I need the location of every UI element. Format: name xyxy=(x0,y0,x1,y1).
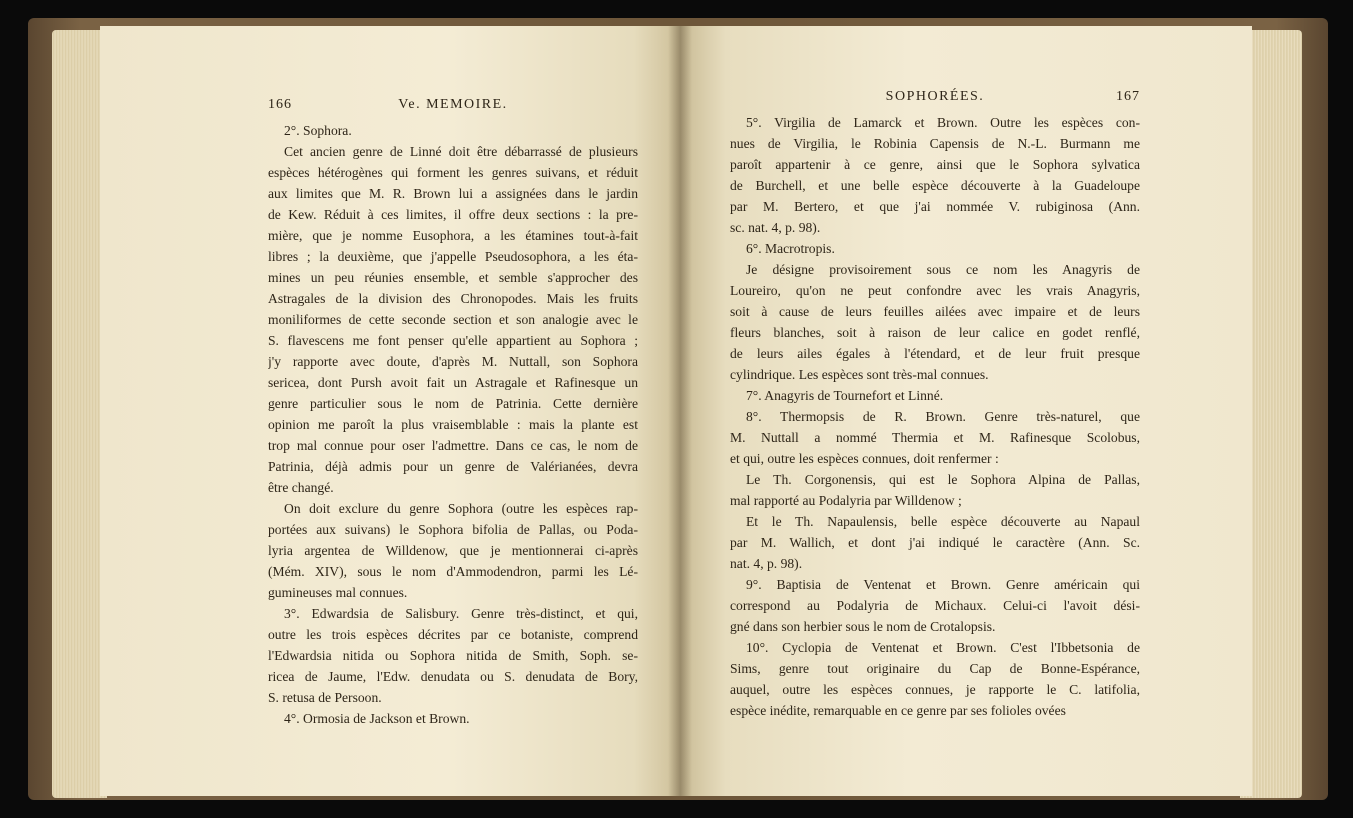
text-line: Je désigne provisoirement sous ce nom les Anagyris de xyxy=(746,262,1140,277)
text-line: 2°. Sophora. xyxy=(284,123,352,138)
text-line: 5°. Virgilia de Lamarck et Brown. Outre les espèces con- xyxy=(746,115,1140,130)
text-line: l'Edwardsia nitida ou Sophora nitida de Smith, Soph. se- xyxy=(268,648,638,663)
text-line: nat. 4, p. 98). xyxy=(730,556,803,571)
text-line: 4°. Ormosia de Jackson et Brown. xyxy=(284,711,470,726)
text-line: de Burchell, et une belle espèce découverte à la Guadeloupe xyxy=(730,178,1140,193)
text-line: Patrinia, déjà admis pour un genre de Valérianées, devra xyxy=(268,459,638,474)
text-line: trop mal connue pour oser l'admettre. Dans ce cas, le nom de xyxy=(268,438,638,453)
text-line: 3°. Edwardsia de Salisbury. Genre très-distinct, et qui, xyxy=(284,606,638,621)
text-line: de Kew. Réduit à ces limites, il offre deux sections : la pre- xyxy=(268,207,638,222)
text-line: sericea, dont Pursh avoit fait un Astragale et Rafinesque un xyxy=(268,375,638,390)
text-line: par M. Bertero, et que j'ai nommée V. rubiginosa (Ann. xyxy=(730,199,1140,214)
page-edges-left xyxy=(52,30,107,798)
text-line: fleurs blanches, soit à raison de leur calice en godet renflé, xyxy=(730,325,1140,340)
text-line: 8°. Thermopsis de R. Brown. Genre très-naturel, que xyxy=(746,409,1140,424)
text-line: (Mém. XIV), sous le nom d'Ammodendron, parmi les Lé- xyxy=(268,564,638,579)
text-line: ricea de Jaume, l'Edw. denudata ou S. denudata de Bory, xyxy=(268,669,638,684)
text-line: mal rapporté au Podalyria par Willdenow ; xyxy=(730,493,962,508)
right-body-text xyxy=(730,112,1140,721)
text-line: Cet ancien genre de Linné doit être débarrassé de plusieurs xyxy=(284,144,638,159)
text-line: soit à cause de leurs feuilles ailées avec impaire et de leurs xyxy=(730,304,1140,319)
left-body-text xyxy=(268,120,638,729)
right-page xyxy=(680,26,1252,796)
text-line: et qui, outre les espèces connues, doit renfermer : xyxy=(730,451,999,466)
text-line: 10°. Cyclopia de Ventenat et Brown. C'est l'Ibbetsonia de xyxy=(746,640,1140,655)
text-line: nues de Virgilia, le Robinia Capensis de N.-L. Burmann me xyxy=(730,136,1140,151)
text-line: espèces hétérogènes qui forment les genres suivans, et réduit xyxy=(268,165,638,180)
left-running-title: Ve. MEMOIRE. xyxy=(398,97,508,112)
text-line: sc. nat. 4, p. 98). xyxy=(730,220,821,235)
text-line: correspond au Podalyria de Michaux. Celui-ci l'avoit dési- xyxy=(730,598,1140,613)
text-line: 9°. Baptisia de Ventenat et Brown. Genre américain qui xyxy=(746,577,1140,592)
left-text-column xyxy=(268,94,638,729)
text-line: portées aux suivans) le Sophora bifolia de Pallas, ou Poda- xyxy=(268,522,638,537)
text-line: lyria argentea de Willdenow, que je mentionnerai ci-après xyxy=(268,543,638,558)
text-line: par M. Wallich, et dont j'ai indiqué le caractère (Ann. Sc. xyxy=(730,535,1140,550)
text-line: genre particulier sous le nom de Patrinia. Cette dernière xyxy=(268,396,638,411)
left-page xyxy=(100,26,680,796)
text-line: gné dans son herbier sous le nom de Crotalopsis. xyxy=(730,619,996,634)
text-line: outre les trois espèces décrites par ce botaniste, comprend xyxy=(268,627,638,642)
left-running-head xyxy=(268,94,638,120)
text-line: paroît appartenir à ce genre, ainsi que le Sophora sylvatica xyxy=(730,157,1140,172)
text-line: mière, que je nomme Eusophora, a les étamines tout-à-fait xyxy=(268,228,638,243)
text-line: M. Nuttall a nommé Thermia et M. Rafinesque Scolobus, xyxy=(730,430,1140,445)
text-line: auquel, outre les espèces connues, je rapporte le C. latifolia, xyxy=(730,682,1140,697)
text-line: cylindrique. Les espèces sont très-mal connues. xyxy=(730,367,989,382)
right-text-column xyxy=(730,86,1140,721)
text-line: aux limites que M. R. Brown lui a assignées dans le jardin xyxy=(268,186,638,201)
text-line: Loureiro, qu'on ne peut confondre avec les vrais Anagyris, xyxy=(730,283,1140,298)
text-line: On doit exclure du genre Sophora (outre les espèces rap- xyxy=(284,501,638,516)
right-running-title: SOPHORÉES. xyxy=(885,89,985,104)
right-page-number: 167 xyxy=(1116,89,1140,104)
text-line: 7°. Anagyris de Tournefort et Linné. xyxy=(746,388,944,403)
text-line: Le Th. Corgonensis, qui est le Sophora Alpina de Pallas, xyxy=(746,472,1140,487)
text-line: Astragales de la division des Chronopodes. Mais les fruits xyxy=(268,291,638,306)
text-line: Sims, genre tout originaire du Cap de Bonne-Espérance, xyxy=(730,661,1140,676)
text-line: libres ; la deuxième, que j'appelle Pseudosophora, a les éta- xyxy=(268,249,638,264)
left-page-number: 166 xyxy=(268,97,292,112)
book-gutter xyxy=(668,26,692,796)
text-line: moniliformes de cette seconde section et son analogie avec le xyxy=(268,312,638,327)
text-line: espèce inédite, remarquable en ce genre par ses folioles ovées xyxy=(730,703,1066,718)
text-line: S. flavescens me font penser qu'elle appartient au Sophora ; xyxy=(268,333,638,348)
text-line: Et le Th. Napaulensis, belle espèce découverte au Napaul xyxy=(746,514,1140,529)
text-line: opinion me paroît la plus vraisemblable : mais la plante est xyxy=(268,417,638,432)
text-line: être changé. xyxy=(268,480,334,495)
text-line: gumineuses mal connues. xyxy=(268,585,408,600)
text-line: 6°. Macrotropis. xyxy=(746,241,835,256)
text-line: j'y rapporte avec doute, d'après M. Nuttall, son Sophora xyxy=(268,354,638,369)
text-line: mines un peu réunies ensemble, et semble s'approcher des xyxy=(268,270,638,285)
right-running-head xyxy=(730,86,1140,112)
text-line: S. retusa de Persoon. xyxy=(268,690,382,705)
text-line: de leurs ailes égales à l'étendard, et de leur fruit presque xyxy=(730,346,1140,361)
